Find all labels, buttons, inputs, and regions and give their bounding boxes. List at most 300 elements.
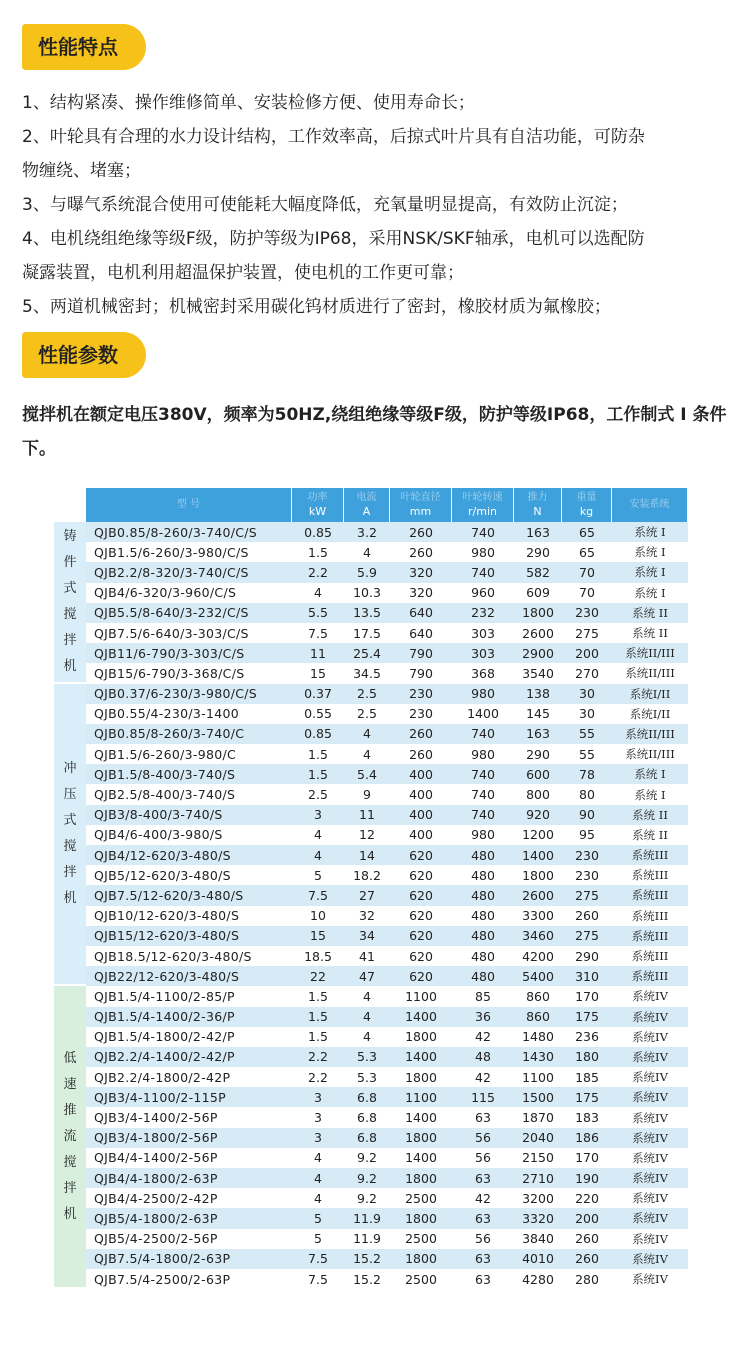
value-cell: 7.5 xyxy=(292,1269,344,1289)
value-cell: 15 xyxy=(292,663,344,683)
value-cell: 3 xyxy=(292,1087,344,1107)
model-cell: QJB3/4-1400/2-56P xyxy=(86,1107,292,1127)
value-cell: 2500 xyxy=(390,1229,452,1249)
system-cell: 系统III xyxy=(612,865,688,885)
value-cell: 1400 xyxy=(390,1047,452,1067)
value-cell: 980 xyxy=(452,684,514,704)
value-cell: 400 xyxy=(390,784,452,804)
system-cell: 系统 I xyxy=(612,542,688,562)
model-cell: QJB15/12-620/3-480/S xyxy=(86,926,292,946)
value-cell: 10.3 xyxy=(344,583,390,603)
system-cell: 系统I/II xyxy=(612,684,688,704)
value-cell: 200 xyxy=(562,1208,612,1228)
value-cell: 34.5 xyxy=(344,663,390,683)
table-row xyxy=(54,966,688,986)
value-cell: 0.37 xyxy=(292,684,344,704)
value-cell: 1870 xyxy=(514,1107,562,1127)
model-cell: QJB3/8-400/3-740/S xyxy=(86,805,292,825)
model-cell: QJB4/4-1400/2-56P xyxy=(86,1148,292,1168)
header-unit: r/min xyxy=(468,505,497,518)
group-label xyxy=(54,522,86,684)
table-row xyxy=(54,1107,688,1127)
value-cell: 1400 xyxy=(452,704,514,724)
table-row xyxy=(54,623,688,643)
header-cell xyxy=(344,488,390,522)
value-cell: 4 xyxy=(292,1188,344,1208)
system-cell: 系统 I xyxy=(612,583,688,603)
value-cell: 2150 xyxy=(514,1148,562,1168)
header-unit: kW xyxy=(308,505,327,518)
value-cell: 5 xyxy=(292,1208,344,1228)
value-cell: 740 xyxy=(452,724,514,744)
value-cell: 63 xyxy=(452,1249,514,1269)
value-cell: 36 xyxy=(452,1007,514,1027)
value-cell: 4 xyxy=(292,845,344,865)
group-label-char: 搅 xyxy=(63,838,77,854)
section-title-features: 性能特点 xyxy=(22,24,146,70)
value-cell: 1400 xyxy=(390,1107,452,1127)
header-name: 推力 xyxy=(527,492,548,503)
value-cell: 138 xyxy=(514,684,562,704)
value-cell: 960 xyxy=(452,583,514,603)
table-row xyxy=(54,1007,688,1027)
value-cell: 582 xyxy=(514,562,562,582)
model-cell: QJB0.85/8-260/3-740/C/S xyxy=(86,522,292,542)
value-cell: 11 xyxy=(292,643,344,663)
model-cell: QJB0.85/8-260/3-740/C xyxy=(86,724,292,744)
table-header-row xyxy=(54,488,688,522)
value-cell: 0.85 xyxy=(292,724,344,744)
system-cell: 系统I/II xyxy=(612,704,688,724)
value-cell: 3 xyxy=(292,805,344,825)
value-cell: 740 xyxy=(452,562,514,582)
system-cell: 系统 I xyxy=(612,784,688,804)
system-cell: 系统II/III xyxy=(612,663,688,683)
value-cell: 620 xyxy=(390,966,452,986)
value-cell: 4 xyxy=(292,583,344,603)
value-cell: 1800 xyxy=(390,1168,452,1188)
table-row xyxy=(54,1148,688,1168)
value-cell: 230 xyxy=(562,603,612,623)
value-cell: 6.8 xyxy=(344,1107,390,1127)
value-cell: 230 xyxy=(390,684,452,704)
section-title-params: 性能参数 xyxy=(22,332,146,378)
model-cell: QJB5/4-2500/2-56P xyxy=(86,1229,292,1249)
header-blank xyxy=(54,488,86,522)
table-row xyxy=(54,603,688,623)
system-cell: 系统III xyxy=(612,946,688,966)
value-cell: 1100 xyxy=(390,986,452,1006)
value-cell: 78 xyxy=(562,764,612,784)
value-cell: 115 xyxy=(452,1087,514,1107)
header-name: 型 号 xyxy=(176,499,201,510)
value-cell: 220 xyxy=(562,1188,612,1208)
table-row xyxy=(54,663,688,683)
value-cell: 0.55 xyxy=(292,704,344,724)
system-cell: 系统IV xyxy=(612,1249,688,1269)
value-cell: 18.2 xyxy=(344,865,390,885)
group-label-char: 冲 xyxy=(63,760,77,776)
value-cell: 5400 xyxy=(514,966,562,986)
group-label-char: 机 xyxy=(63,1206,77,1222)
value-cell: 230 xyxy=(562,865,612,885)
value-cell: 170 xyxy=(562,1148,612,1168)
value-cell: 1800 xyxy=(390,1128,452,1148)
system-cell: 系统IV xyxy=(612,1087,688,1107)
value-cell: 25.4 xyxy=(344,643,390,663)
value-cell: 85 xyxy=(452,986,514,1006)
value-cell: 480 xyxy=(452,946,514,966)
value-cell: 27 xyxy=(344,885,390,905)
table-row xyxy=(54,583,688,603)
table-row xyxy=(54,865,688,885)
value-cell: 1800 xyxy=(390,1027,452,1047)
value-cell: 1200 xyxy=(514,825,562,845)
table-row xyxy=(54,562,688,582)
value-cell: 1100 xyxy=(390,1087,452,1107)
value-cell: 2600 xyxy=(514,885,562,905)
feature-line: 5、两道机械密封；机械密封采用碳化钨材质进行了密封，橡胶材质为氟橡胶； xyxy=(22,297,611,317)
model-cell: QJB4/4-1800/2-63P xyxy=(86,1168,292,1188)
table-row xyxy=(54,1067,688,1087)
value-cell: 9.2 xyxy=(344,1188,390,1208)
table-row xyxy=(54,704,688,724)
header-name: 重量 xyxy=(576,492,597,503)
value-cell: 275 xyxy=(562,885,612,905)
system-cell: 系统IV xyxy=(612,1168,688,1188)
model-cell: QJB1.5/4-1400/2-36/P xyxy=(86,1007,292,1027)
value-cell: 5.5 xyxy=(292,603,344,623)
value-cell: 480 xyxy=(452,865,514,885)
system-cell: 系统II/III xyxy=(612,643,688,663)
value-cell: 183 xyxy=(562,1107,612,1127)
model-cell: QJB4/6-320/3-960/C/S xyxy=(86,583,292,603)
value-cell: 3 xyxy=(292,1107,344,1127)
header-unit: N xyxy=(533,505,542,518)
value-cell: 63 xyxy=(452,1208,514,1228)
value-cell: 480 xyxy=(452,906,514,926)
value-cell: 740 xyxy=(452,522,514,542)
value-cell: 620 xyxy=(390,865,452,885)
table-row xyxy=(54,885,688,905)
value-cell: 1400 xyxy=(390,1148,452,1168)
value-cell: 260 xyxy=(390,542,452,562)
value-cell: 790 xyxy=(390,663,452,683)
table-row xyxy=(54,1229,688,1249)
value-cell: 1800 xyxy=(514,603,562,623)
value-cell: 980 xyxy=(452,825,514,845)
value-cell: 5.4 xyxy=(344,764,390,784)
value-cell: 5.9 xyxy=(344,562,390,582)
value-cell: 4 xyxy=(344,1007,390,1027)
system-cell: 系统 I xyxy=(612,522,688,542)
header-cell xyxy=(86,488,292,522)
value-cell: 1430 xyxy=(514,1047,562,1067)
value-cell: 3.2 xyxy=(344,522,390,542)
features-list xyxy=(22,86,728,324)
value-cell: 260 xyxy=(562,1249,612,1269)
value-cell: 1.5 xyxy=(292,764,344,784)
value-cell: 260 xyxy=(562,1229,612,1249)
table-row xyxy=(54,784,688,804)
value-cell: 2710 xyxy=(514,1168,562,1188)
value-cell: 6.8 xyxy=(344,1128,390,1148)
value-cell: 185 xyxy=(562,1067,612,1087)
table-row xyxy=(54,1087,688,1107)
value-cell: 2.5 xyxy=(292,784,344,804)
value-cell: 3320 xyxy=(514,1208,562,1228)
value-cell: 1480 xyxy=(514,1027,562,1047)
system-cell: 系统 II xyxy=(612,805,688,825)
value-cell: 4010 xyxy=(514,1249,562,1269)
value-cell: 400 xyxy=(390,805,452,825)
model-cell: QJB22/12-620/3-480/S xyxy=(86,966,292,986)
value-cell: 230 xyxy=(562,845,612,865)
value-cell: 1400 xyxy=(390,1007,452,1027)
value-cell: 70 xyxy=(562,562,612,582)
model-cell: QJB7.5/4-2500/2-63P xyxy=(86,1269,292,1289)
value-cell: 32 xyxy=(344,906,390,926)
value-cell: 22 xyxy=(292,966,344,986)
value-cell: 400 xyxy=(390,825,452,845)
value-cell: 2.5 xyxy=(344,684,390,704)
table-row xyxy=(54,825,688,845)
value-cell: 260 xyxy=(562,906,612,926)
table-row xyxy=(54,684,688,704)
value-cell: 11.9 xyxy=(344,1229,390,1249)
value-cell: 3 xyxy=(292,1128,344,1148)
value-cell: 2500 xyxy=(390,1269,452,1289)
value-cell: 9.2 xyxy=(344,1148,390,1168)
value-cell: 4 xyxy=(344,542,390,562)
value-cell: 290 xyxy=(514,744,562,764)
group-label-char: 拌 xyxy=(63,632,77,648)
value-cell: 860 xyxy=(514,1007,562,1027)
value-cell: 65 xyxy=(562,522,612,542)
feature-line: 凝露装置，电机利用超温保护装置，使电机的工作更可靠； xyxy=(22,263,464,283)
value-cell: 34 xyxy=(344,926,390,946)
value-cell: 9.2 xyxy=(344,1168,390,1188)
system-cell: 系统IV xyxy=(612,1128,688,1148)
value-cell: 4 xyxy=(292,1148,344,1168)
system-cell: 系统II/III xyxy=(612,724,688,744)
value-cell: 320 xyxy=(390,562,452,582)
value-cell: 1400 xyxy=(514,845,562,865)
model-cell: QJB2.2/4-1400/2-42/P xyxy=(86,1047,292,1067)
system-cell: 系统IV xyxy=(612,1027,688,1047)
value-cell: 17.5 xyxy=(344,623,390,643)
table-row xyxy=(54,1128,688,1148)
model-cell: QJB2.2/4-1800/2-42P xyxy=(86,1067,292,1087)
value-cell: 275 xyxy=(562,623,612,643)
group-label xyxy=(54,986,86,1289)
table-row xyxy=(54,1208,688,1228)
group-label-char: 拌 xyxy=(63,864,77,880)
feature-line: 4、电机绕组绝缘等级F级，防护等级为IP68，采用NSK/SKF轴承，电机可以选配防 xyxy=(22,229,645,249)
model-cell: QJB0.55/4-230/3-1400 xyxy=(86,704,292,724)
model-cell: QJB4/4-2500/2-42P xyxy=(86,1188,292,1208)
table-body xyxy=(54,522,688,1289)
header-name: 安装系统 xyxy=(629,499,670,510)
value-cell: 1800 xyxy=(514,865,562,885)
table-row xyxy=(54,1047,688,1067)
table-row xyxy=(54,986,688,1006)
value-cell: 1.5 xyxy=(292,986,344,1006)
value-cell: 56 xyxy=(452,1148,514,1168)
system-cell: 系统IV xyxy=(612,986,688,1006)
value-cell: 1.5 xyxy=(292,744,344,764)
model-cell: QJB18.5/12-620/3-480/S xyxy=(86,946,292,966)
header-name: 叶轮转速 xyxy=(462,492,503,503)
params-intro: 搅拌机在额定电压380V，频率为50HZ,绕组绝缘等级F级，防护等级IP68，工作制式 I 条件下。 xyxy=(22,405,727,459)
value-cell: 14 xyxy=(344,845,390,865)
value-cell: 290 xyxy=(562,946,612,966)
table-row xyxy=(54,744,688,764)
model-cell: QJB5.5/8-640/3-232/C/S xyxy=(86,603,292,623)
value-cell: 600 xyxy=(514,764,562,784)
group-label-char: 式 xyxy=(63,812,77,828)
table-row xyxy=(54,1188,688,1208)
value-cell: 0.85 xyxy=(292,522,344,542)
group-label-char: 低 xyxy=(63,1050,77,1066)
value-cell: 190 xyxy=(562,1168,612,1188)
value-cell: 65 xyxy=(562,542,612,562)
value-cell: 47 xyxy=(344,966,390,986)
value-cell: 200 xyxy=(562,643,612,663)
value-cell: 42 xyxy=(452,1027,514,1047)
value-cell: 163 xyxy=(514,724,562,744)
model-cell: QJB7.5/12-620/3-480/S xyxy=(86,885,292,905)
value-cell: 7.5 xyxy=(292,885,344,905)
value-cell: 11 xyxy=(344,805,390,825)
header-cell xyxy=(612,488,688,522)
model-cell: QJB10/12-620/3-480/S xyxy=(86,906,292,926)
header-name: 电流 xyxy=(356,492,377,503)
value-cell: 260 xyxy=(390,744,452,764)
value-cell: 280 xyxy=(562,1269,612,1289)
value-cell: 1800 xyxy=(390,1208,452,1228)
model-cell: QJB7.5/4-1800/2-63P xyxy=(86,1249,292,1269)
value-cell: 5 xyxy=(292,865,344,885)
params-table xyxy=(54,488,688,1289)
model-cell: QJB1.5/8-400/3-740/S xyxy=(86,764,292,784)
value-cell: 186 xyxy=(562,1128,612,1148)
group-label-char: 压 xyxy=(63,786,77,802)
value-cell: 1800 xyxy=(390,1249,452,1269)
value-cell: 3300 xyxy=(514,906,562,926)
value-cell: 2900 xyxy=(514,643,562,663)
system-cell: 系统IV xyxy=(612,1047,688,1067)
table-row xyxy=(54,1027,688,1047)
value-cell: 11.9 xyxy=(344,1208,390,1228)
value-cell: 740 xyxy=(452,805,514,825)
value-cell: 3460 xyxy=(514,926,562,946)
system-cell: 系统 II xyxy=(612,825,688,845)
value-cell: 4 xyxy=(292,1168,344,1188)
value-cell: 230 xyxy=(390,704,452,724)
value-cell: 260 xyxy=(390,522,452,542)
value-cell: 30 xyxy=(562,704,612,724)
group-label-char: 搅 xyxy=(63,606,77,622)
model-cell: QJB4/6-400/3-980/S xyxy=(86,825,292,845)
value-cell: 6.8 xyxy=(344,1087,390,1107)
value-cell: 9 xyxy=(344,784,390,804)
model-cell: QJB2.5/8-400/3-740/S xyxy=(86,784,292,804)
group-label-char: 铸 xyxy=(63,528,77,544)
value-cell: 55 xyxy=(562,744,612,764)
value-cell: 175 xyxy=(562,1007,612,1027)
header-cell xyxy=(390,488,452,522)
model-cell: QJB1.5/6-260/3-980/C/S xyxy=(86,542,292,562)
header-cell xyxy=(292,488,344,522)
value-cell: 640 xyxy=(390,623,452,643)
value-cell: 303 xyxy=(452,643,514,663)
system-cell: 系统IV xyxy=(612,1229,688,1249)
value-cell: 620 xyxy=(390,926,452,946)
value-cell: 2040 xyxy=(514,1128,562,1148)
system-cell: 系统IV xyxy=(612,1107,688,1127)
value-cell: 4 xyxy=(292,825,344,845)
model-cell: QJB15/6-790/3-368/C/S xyxy=(86,663,292,683)
table-row xyxy=(54,906,688,926)
value-cell: 18.5 xyxy=(292,946,344,966)
value-cell: 980 xyxy=(452,744,514,764)
header-unit: mm xyxy=(409,505,432,518)
value-cell: 12 xyxy=(344,825,390,845)
value-cell: 10 xyxy=(292,906,344,926)
value-cell: 368 xyxy=(452,663,514,683)
value-cell: 7.5 xyxy=(292,623,344,643)
value-cell: 860 xyxy=(514,986,562,1006)
value-cell: 1800 xyxy=(390,1067,452,1087)
system-cell: 系统 II xyxy=(612,603,688,623)
value-cell: 800 xyxy=(514,784,562,804)
value-cell: 400 xyxy=(390,764,452,784)
model-cell: QJB3/4-1100/2-115P xyxy=(86,1087,292,1107)
group-label-char: 流 xyxy=(63,1128,77,1144)
value-cell: 4 xyxy=(344,724,390,744)
group-label-char: 搅 xyxy=(63,1154,77,1170)
value-cell: 15.2 xyxy=(344,1269,390,1289)
value-cell: 480 xyxy=(452,926,514,946)
table-row xyxy=(54,522,688,542)
model-cell: QJB3/4-1800/2-56P xyxy=(86,1128,292,1148)
value-cell: 1100 xyxy=(514,1067,562,1087)
table-row xyxy=(54,724,688,744)
group-label-char: 机 xyxy=(63,658,77,674)
model-cell: QJB1.5/6-260/3-980/C xyxy=(86,744,292,764)
value-cell: 70 xyxy=(562,583,612,603)
value-cell: 620 xyxy=(390,885,452,905)
system-cell: 系统IV xyxy=(612,1208,688,1228)
value-cell: 303 xyxy=(452,623,514,643)
value-cell: 2.2 xyxy=(292,1047,344,1067)
value-cell: 80 xyxy=(562,784,612,804)
group-label xyxy=(54,684,86,987)
value-cell: 15 xyxy=(292,926,344,946)
value-cell: 95 xyxy=(562,825,612,845)
value-cell: 609 xyxy=(514,583,562,603)
value-cell: 15.2 xyxy=(344,1249,390,1269)
system-cell: 系统III xyxy=(612,926,688,946)
value-cell: 310 xyxy=(562,966,612,986)
group-label-char: 式 xyxy=(63,580,77,596)
table-row xyxy=(54,926,688,946)
value-cell: 5 xyxy=(292,1229,344,1249)
value-cell: 3540 xyxy=(514,663,562,683)
value-cell: 63 xyxy=(452,1269,514,1289)
value-cell: 2500 xyxy=(390,1188,452,1208)
